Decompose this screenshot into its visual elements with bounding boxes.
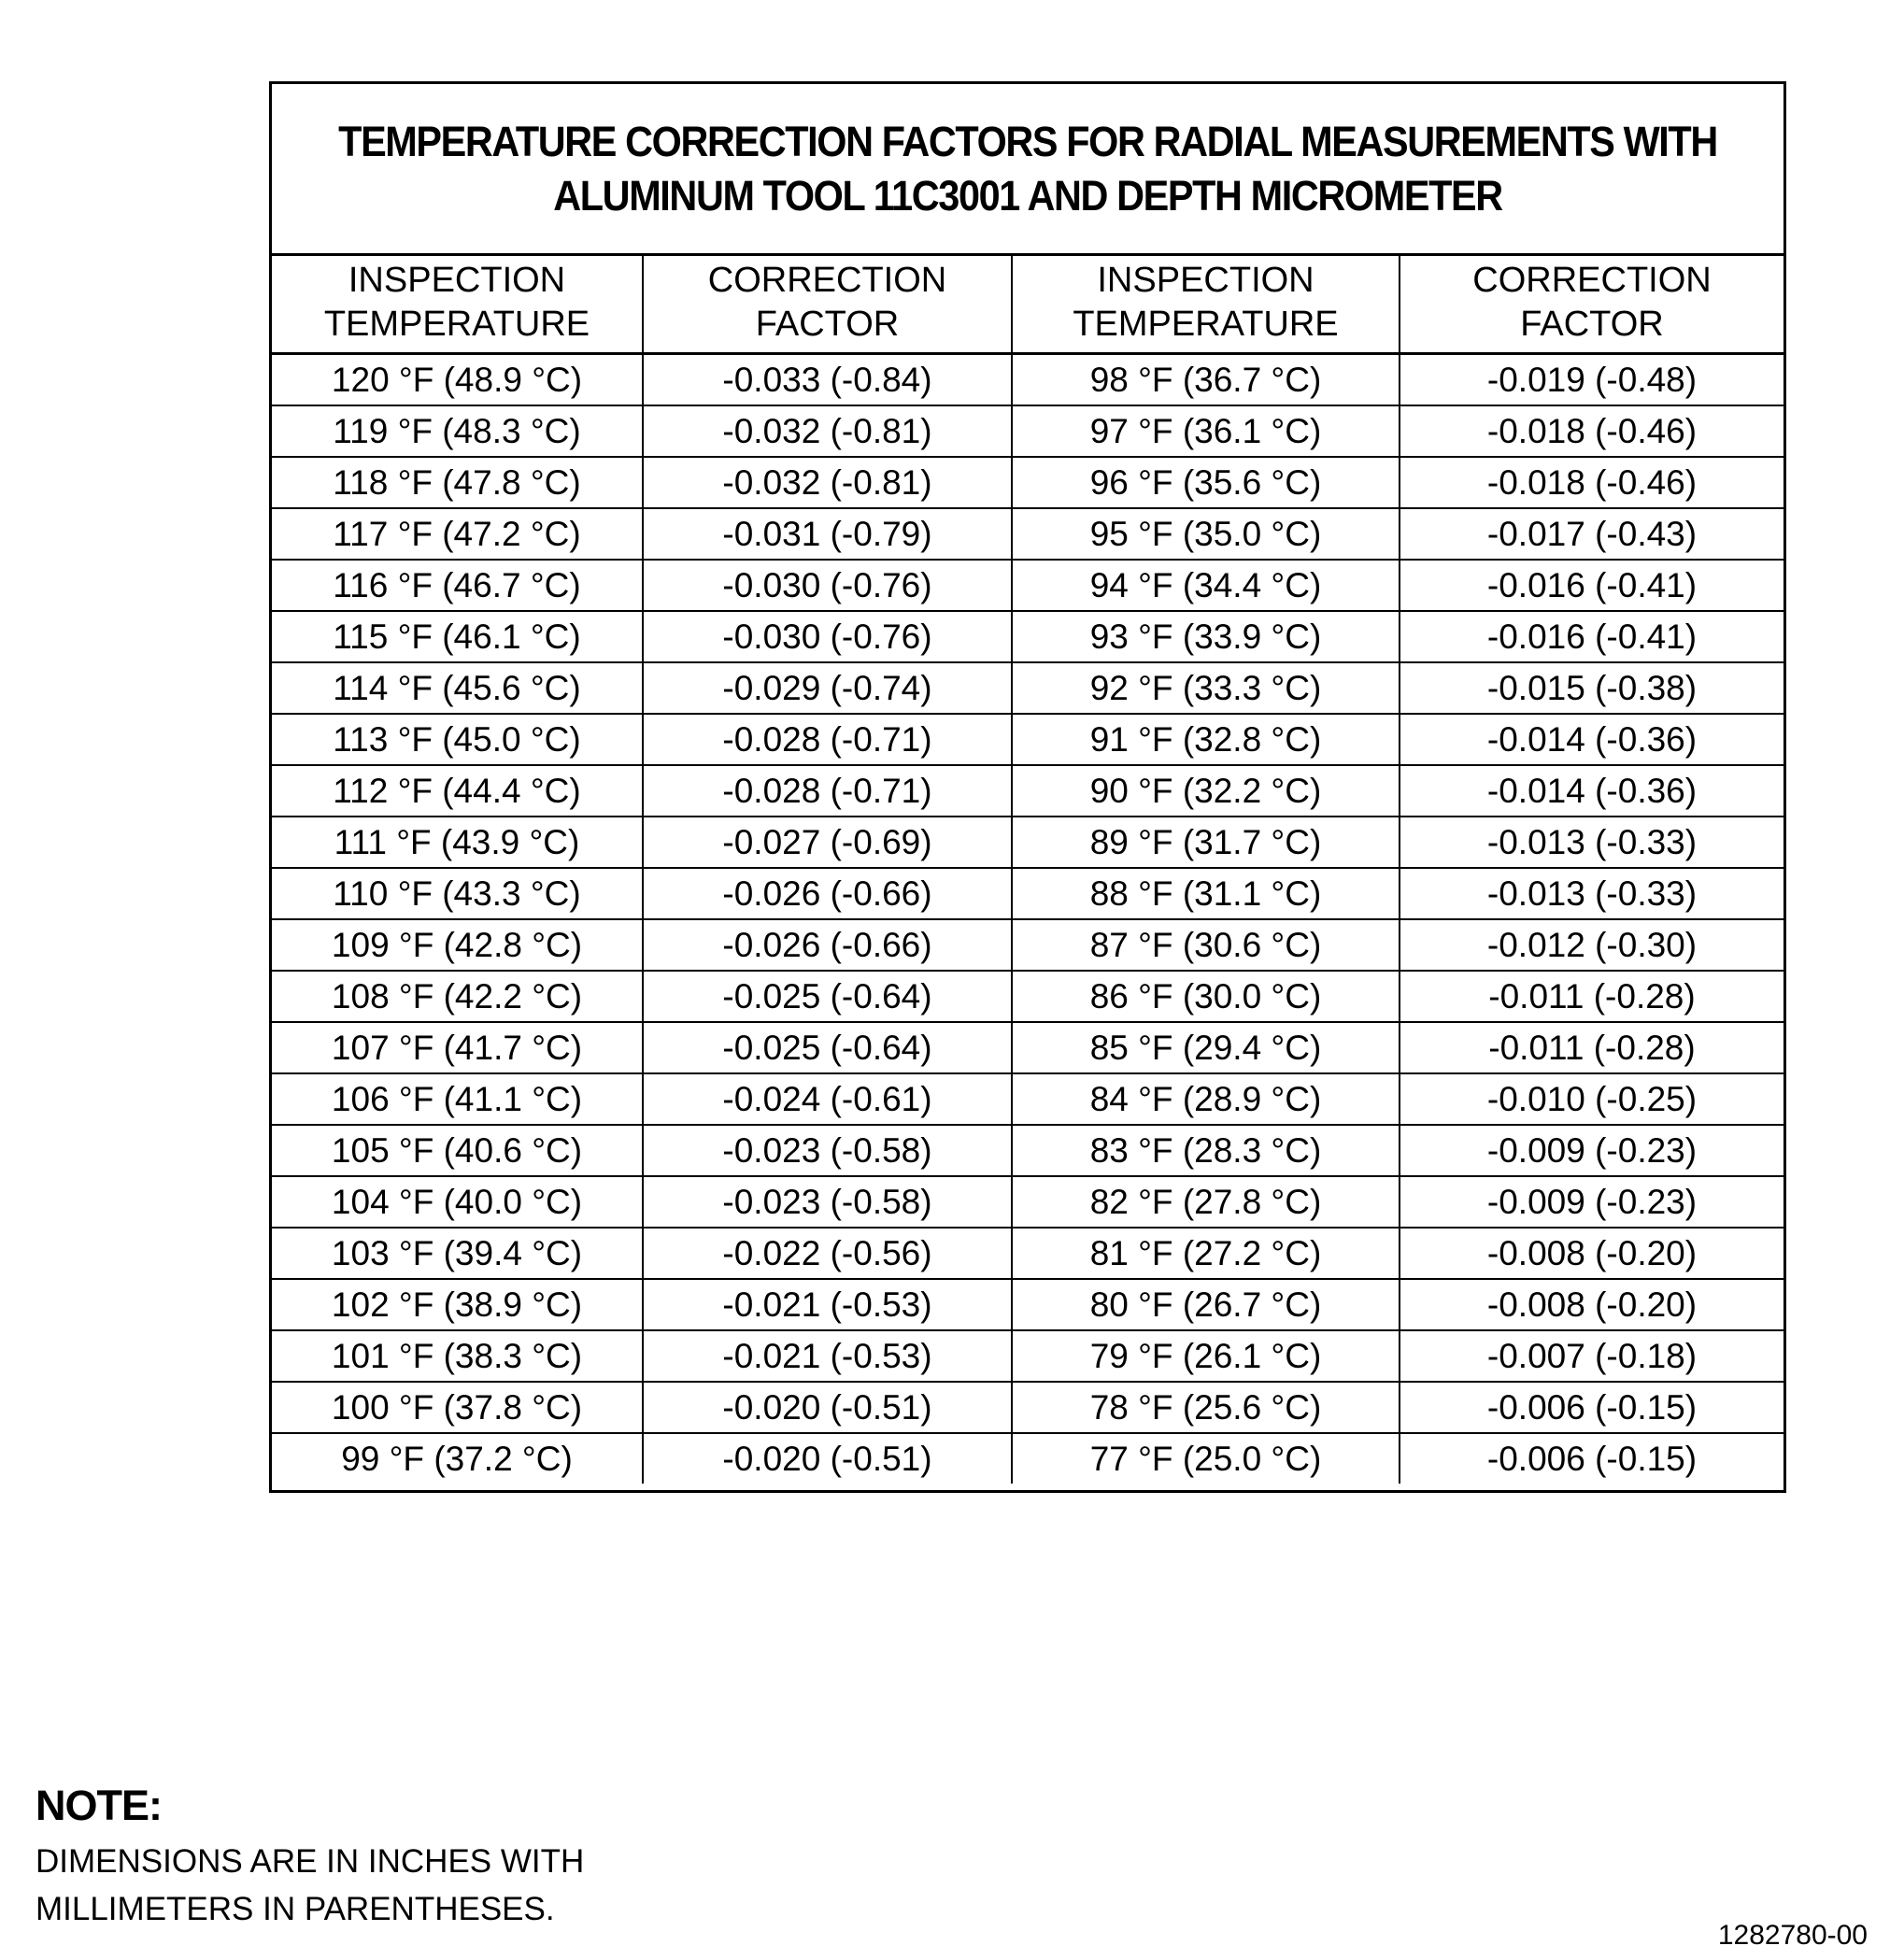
table-row — [272, 1125, 1783, 1176]
correction-factor-cell: -0.006 (-0.15) — [1486, 1440, 1698, 1478]
inspection-temperature-cell: 117 °F (47.2 °C) — [272, 508, 643, 560]
header-row — [272, 253, 1783, 354]
inspection-temperature-cell: 115 °F (46.1 °C) — [272, 611, 643, 662]
correction-factor-table — [269, 81, 1786, 1493]
table-row — [272, 611, 1783, 662]
inspection-temperature-cell: 120 °F (48.9 °C) — [272, 354, 643, 406]
table-title-line-1: TEMPERATURE CORRECTION FACTORS FOR RADIAL MEASUREMENTS WITH — [338, 117, 1717, 165]
correction-factor-cell: -0.014 (-0.36) — [1400, 714, 1783, 765]
table-row — [272, 1382, 1783, 1433]
inspection-temperature-cell: 94 °F (34.4 °C) — [1012, 560, 1400, 611]
header-correction-factor-1 — [643, 253, 1012, 354]
header-inspection-temperature-1 — [272, 253, 643, 354]
correction-factor-cell: -0.011 (-0.28) — [1400, 1022, 1783, 1073]
header-line: TEMPERATURE — [323, 305, 590, 344]
inspection-temperature-cell: 83 °F (28.3 °C) — [1012, 1125, 1400, 1176]
correction-factor-cell: -0.017 (-0.43) — [1400, 508, 1783, 560]
correction-factor-cell: -0.013 (-0.33) — [1400, 817, 1783, 868]
inspection-temperature-cell: 92 °F (33.3 °C) — [1012, 662, 1400, 714]
correction-factor-cell: -0.014 (-0.36) — [1400, 765, 1783, 817]
correction-factor-cell: -0.028 (-0.71) — [643, 714, 1012, 765]
header-line: FACTOR — [1520, 305, 1664, 344]
correction-factor-cell: -0.011 (-0.28) — [1400, 971, 1783, 1022]
inspection-temperature-cell: 87 °F (30.6 °C) — [1012, 919, 1400, 971]
table-title — [272, 84, 1783, 256]
inspection-temperature-cell: 77 °F (25.0 °C) — [1012, 1433, 1400, 1484]
header-line: FACTOR — [755, 305, 900, 344]
header-line: TEMPERATURE — [1073, 305, 1339, 344]
inspection-temperature-cell: 111 °F (43.9 °C) — [272, 817, 643, 868]
inspection-temperature-cell: 90 °F (32.2 °C) — [1012, 765, 1400, 817]
correction-factor-cell: -0.015 (-0.38) — [1400, 662, 1783, 714]
inspection-temperature-cell: 100 °F (37.8 °C) — [272, 1382, 643, 1433]
correction-factor-cell: -0.023 (-0.58) — [643, 1125, 1012, 1176]
inspection-temperature-cell: 86 °F (30.0 °C) — [1012, 971, 1400, 1022]
correction-factor-cell: -0.008 (-0.20) — [1400, 1279, 1783, 1330]
correction-factor-cell: -0.026 (-0.66) — [643, 868, 1012, 919]
table-row — [272, 817, 1783, 868]
correction-factor-cell: -0.025 (-0.64) — [643, 971, 1012, 1022]
correction-factor-cell: -0.025 (-0.64) — [643, 1022, 1012, 1073]
table-row — [272, 1022, 1783, 1073]
header-line: INSPECTION — [1097, 261, 1314, 300]
table-row — [272, 508, 1783, 560]
inspection-temperature-cell: 78 °F (25.6 °C) — [1012, 1382, 1400, 1433]
correction-factor-cell: -0.021 (-0.53) — [643, 1330, 1012, 1382]
inspection-temperature-cell: 119 °F (48.3 °C) — [272, 405, 643, 457]
table-row — [272, 560, 1783, 611]
note-line-2: MILLIMETERS IN PARENTHESES. — [36, 1891, 555, 1927]
table-row — [272, 868, 1783, 919]
inspection-temperature-cell: 81 °F (27.2 °C) — [1012, 1228, 1400, 1279]
figure-id: 1282780-00 — [1717, 1920, 1868, 1951]
table-row — [272, 1279, 1783, 1330]
inspection-temperature-cell: 116 °F (46.7 °C) — [272, 560, 643, 611]
header-line: CORRECTION — [1472, 261, 1712, 300]
table-title-line-2: ALUMINUM TOOL 11C3001 AND DEPTH MICROMETER — [553, 171, 1502, 220]
table-row — [272, 765, 1783, 817]
correction-factor-cell: -0.016 (-0.41) — [1400, 560, 1783, 611]
header-line: CORRECTION — [707, 261, 947, 300]
correction-factor-cell: -0.032 (-0.81) — [643, 457, 1012, 508]
inspection-temperature-cell: 104 °F (40.0 °C) — [272, 1176, 643, 1228]
table-row — [272, 1228, 1783, 1279]
table-row — [272, 1330, 1783, 1382]
table-row — [272, 1073, 1783, 1125]
inspection-temperature-cell: 113 °F (45.0 °C) — [272, 714, 643, 765]
table-row — [272, 662, 1783, 714]
correction-factor-cell: -0.026 (-0.66) — [643, 919, 1012, 971]
inspection-temperature-cell: 105 °F (40.6 °C) — [272, 1125, 643, 1176]
correction-factor-cell: -0.010 (-0.25) — [1400, 1073, 1783, 1125]
header-correction-factor-2 — [1400, 253, 1783, 354]
header-line: INSPECTION — [348, 261, 566, 300]
inspection-temperature-cell: 114 °F (45.6 °C) — [272, 662, 643, 714]
table-row — [272, 405, 1783, 457]
correction-factor-cell: -0.033 (-0.84) — [643, 354, 1012, 406]
correction-factor-cell: -0.009 (-0.23) — [1400, 1125, 1783, 1176]
inspection-temperature-cell: 80 °F (26.7 °C) — [1012, 1279, 1400, 1330]
table-row — [272, 457, 1783, 508]
inspection-temperature-cell: 101 °F (38.3 °C) — [272, 1330, 643, 1382]
inspection-temperature-cell: 110 °F (43.3 °C) — [272, 868, 643, 919]
correction-factor-cell: -0.020 (-0.51) — [643, 1433, 1012, 1484]
inspection-temperature-cell: 88 °F (31.1 °C) — [1012, 868, 1400, 919]
inspection-temperature-cell: 103 °F (39.4 °C) — [272, 1228, 643, 1279]
inspection-temperature-cell: 91 °F (32.8 °C) — [1012, 714, 1400, 765]
note-text — [36, 1838, 584, 1933]
note-line-1: DIMENSIONS ARE IN INCHES WITH — [36, 1843, 585, 1880]
table-row — [272, 1176, 1783, 1228]
inspection-temperature-cell: 102 °F (38.9 °C) — [272, 1279, 643, 1330]
header-inspection-temperature-2 — [1012, 253, 1400, 354]
correction-factor-cell: -0.018 (-0.46) — [1400, 405, 1783, 457]
table-row — [272, 919, 1783, 971]
correction-factor-cell: -0.024 (-0.61) — [643, 1073, 1012, 1125]
inspection-temperature-cell: 79 °F (26.1 °C) — [1012, 1330, 1400, 1382]
inspection-temperature-cell: 97 °F (36.1 °C) — [1012, 405, 1400, 457]
inspection-temperature-cell: 84 °F (28.9 °C) — [1012, 1073, 1400, 1125]
table-body — [272, 354, 1783, 1484]
inspection-temperature-cell: 85 °F (29.4 °C) — [1012, 1022, 1400, 1073]
inspection-temperature-cell: 95 °F (35.0 °C) — [1012, 508, 1400, 560]
table-row — [272, 354, 1783, 406]
correction-factor-cell: -0.031 (-0.79) — [643, 508, 1012, 560]
data-grid — [272, 253, 1783, 1484]
inspection-temperature-cell: 98 °F (36.7 °C) — [1012, 354, 1400, 406]
table-row — [272, 1433, 1783, 1484]
correction-factor-cell: -0.022 (-0.56) — [643, 1228, 1012, 1279]
inspection-temperature-cell: 89 °F (31.7 °C) — [1012, 817, 1400, 868]
table-row — [272, 971, 1783, 1022]
correction-factor-cell: -0.008 (-0.20) — [1400, 1228, 1783, 1279]
correction-factor-cell: -0.016 (-0.41) — [1400, 611, 1783, 662]
table-row — [272, 714, 1783, 765]
inspection-temperature-cell: 106 °F (41.1 °C) — [272, 1073, 643, 1125]
inspection-temperature-cell: 112 °F (44.4 °C) — [272, 765, 643, 817]
correction-factor-cell: -0.018 (-0.46) — [1400, 457, 1783, 508]
correction-factor-cell: -0.020 (-0.51) — [643, 1382, 1012, 1433]
correction-factor-cell: -0.029 (-0.74) — [643, 662, 1012, 714]
correction-factor-cell: -0.028 (-0.71) — [643, 765, 1012, 817]
correction-factor-cell: -0.006 (-0.15) — [1400, 1382, 1783, 1433]
inspection-temperature-cell: 118 °F (47.8 °C) — [272, 457, 643, 508]
correction-factor-cell: -0.013 (-0.33) — [1400, 868, 1783, 919]
inspection-temperature-cell: 93 °F (33.9 °C) — [1012, 611, 1400, 662]
correction-factor-cell: -0.030 (-0.76) — [643, 611, 1012, 662]
inspection-temperature-cell: 108 °F (42.2 °C) — [272, 971, 643, 1022]
correction-factor-cell: -0.019 (-0.48) — [1400, 354, 1783, 406]
note-label: NOTE: — [36, 1782, 162, 1829]
correction-factor-cell: -0.021 (-0.53) — [643, 1279, 1012, 1330]
inspection-temperature-cell: 107 °F (41.7 °C) — [272, 1022, 643, 1073]
correction-factor-cell: -0.007 (-0.18) — [1400, 1330, 1783, 1382]
inspection-temperature-cell: 99 °F (37.2 °C) — [272, 1433, 643, 1484]
correction-factor-cell: -0.012 (-0.30) — [1400, 919, 1783, 971]
correction-factor-cell: -0.009 (-0.23) — [1400, 1176, 1783, 1228]
inspection-temperature-cell: 82 °F (27.8 °C) — [1012, 1176, 1400, 1228]
correction-factor-cell: -0.023 (-0.58) — [643, 1176, 1012, 1228]
inspection-temperature-cell: 96 °F (35.6 °C) — [1012, 457, 1400, 508]
correction-factor-cell: -0.032 (-0.81) — [643, 405, 1012, 457]
correction-factor-cell: -0.027 (-0.69) — [643, 817, 1012, 868]
correction-factor-cell: -0.030 (-0.76) — [643, 560, 1012, 611]
inspection-temperature-cell: 109 °F (42.8 °C) — [272, 919, 643, 971]
